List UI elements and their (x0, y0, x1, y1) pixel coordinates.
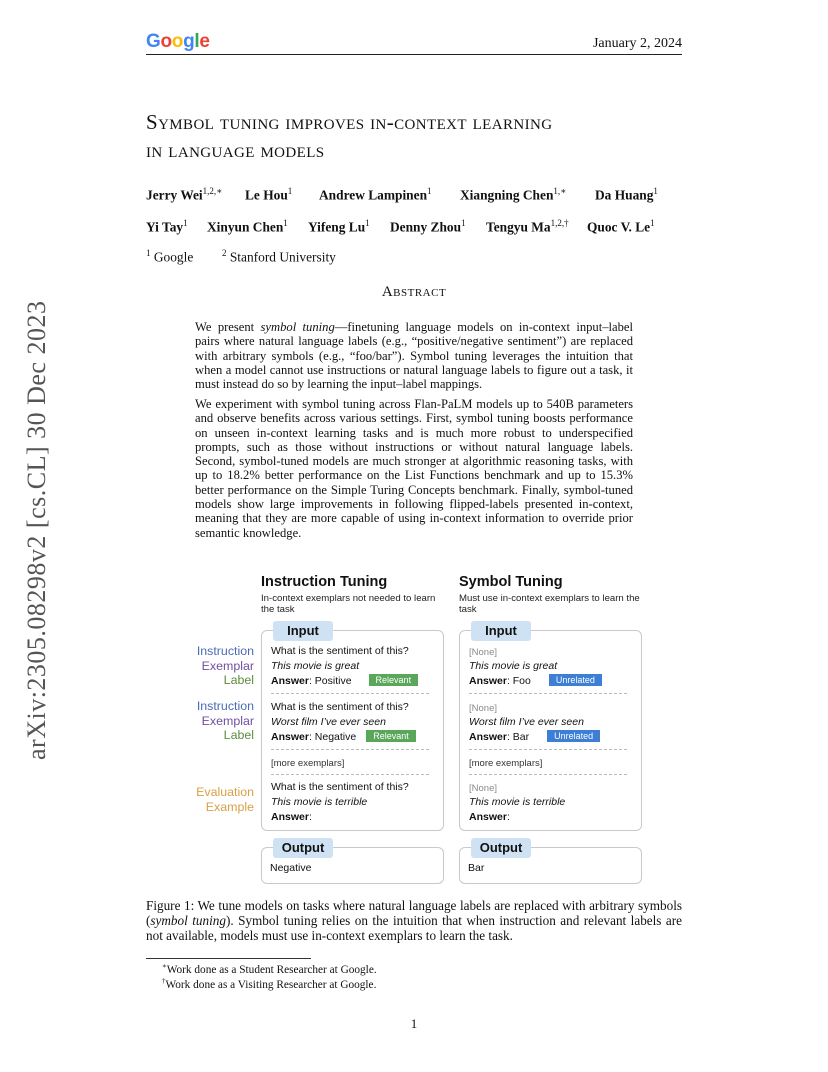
symbol-eval-answer: Answer: (469, 811, 510, 823)
symbol-output-tab: Output (471, 838, 531, 858)
instruction-output-tab: Output (273, 838, 333, 858)
author: Yi Tay$^1$ (146, 218, 188, 235)
figure-caption: Figure 1: We tune models on tasks where natural language labels are replaced with arbitrary symbols (symbol tuning). Symbol tuning relies on the intuition that when instruction and relevant labels are not available, models must use in-context exemplars to learn the task. (146, 898, 682, 943)
divider (271, 693, 429, 694)
divider (271, 774, 429, 775)
instruction-ex1-answer: Answer: Positive Relevant (271, 674, 418, 689)
footnote-rule (146, 958, 311, 959)
symbol-tuning-title: Symbol Tuning (459, 574, 563, 590)
instruction-input-tab: Input (273, 621, 333, 641)
instruction-tuning-title: Instruction Tuning (261, 574, 388, 590)
symbol-ex2-question: [None] (469, 703, 497, 714)
side-label-group-1: Instruction Exemplar Label (196, 644, 254, 687)
instruction-ex2-input: Worst film I’ve ever seen (271, 716, 386, 728)
symbol-ex2-answer: Answer: Bar Unrelated (469, 730, 600, 745)
instruction-eval-answer: Answer: (271, 811, 312, 823)
instruction-eval-question: What is the sentiment of this? (271, 781, 409, 793)
instruction-tuning-subtitle: In-context exemplars not needed to learn the task (261, 593, 436, 615)
logo-letter-4: g (183, 31, 195, 52)
author: Quoc V. Le$^1$ (587, 218, 655, 235)
symbol-output-value: Bar (468, 862, 485, 874)
divider (469, 774, 627, 775)
author: Xiangning Chen$^{1,∗}$ (460, 186, 567, 203)
unrelated-tag: Unrelated (549, 674, 602, 686)
author: Tengyu $Ma^{1,2,\dagger}$ (486, 218, 569, 235)
instruction-output-value: Negative (270, 862, 312, 874)
logo-letter-1: G (146, 31, 161, 52)
author: Xinyun Chen$^1$ (207, 218, 288, 235)
abstract-paragraph-1: We present symbol tuning—finetuning language models on in-context input–label pairs where natural language labels (e.g., “positive/negative sentiment”) are replaced with arbitrary symbols (e.g., “foo/bar”). Symbol tuning leverages the intuition that when a model cannot use instructions or natural language labels to figure out a task, it must instead do so by learning the input–label mappings. (195, 320, 633, 392)
symbol-ex1-input: This movie is great (469, 660, 558, 672)
paper-title (146, 108, 706, 164)
logo-letter-2: o (160, 31, 172, 52)
side-label-evaluation: Evaluation Example (196, 785, 254, 814)
side-label-group-2: Instruction Exemplar Label (196, 699, 254, 742)
relevant-tag: Relevant (366, 730, 416, 742)
affiliation-google: Google (153, 249, 194, 265)
instruction-ex1-input: This movie is great (271, 660, 360, 672)
author: Denny Zhou$^1$ (390, 218, 466, 235)
symbol-tuning-subtitle: Must use in-context exemplars to learn the task (459, 593, 640, 615)
title-line-1: Symbol tuning improves in-context learning (146, 110, 553, 134)
header-date: January 2, 2024 (592, 36, 682, 51)
title-line-2: in language models (146, 138, 325, 162)
affiliation-stanford: Stanford University (229, 249, 336, 265)
symbol-more-exemplars: [more exemplars] (469, 758, 543, 769)
symbol-ex1-question: [None] (469, 647, 497, 658)
instruction-ex2-question: What is the sentiment of this? (271, 701, 409, 713)
author: Andrew Lampinen$^1$ (319, 186, 432, 203)
instruction-more-exemplars: [more exemplars] (271, 758, 345, 769)
author: Da Huang$^1$ (595, 186, 658, 203)
divider (469, 749, 627, 750)
logo-letter-6: e (199, 31, 210, 52)
relevant-tag: Relevant (369, 674, 419, 686)
affiliations: $^1$ Google $^2$ Stanford University (146, 248, 336, 265)
footnote-1: ∗Work done as a Student Researcher at Google. (162, 962, 377, 976)
google-logo (146, 31, 210, 53)
page-number: 1 (410, 1016, 418, 1031)
instruction-ex1-question: What is the sentiment of this? (271, 645, 409, 657)
symbol-eval-input: This movie is terrible (469, 796, 566, 808)
unrelated-tag: Unrelated (547, 730, 600, 742)
instruction-eval-input: This movie is terrible (271, 796, 368, 808)
divider (469, 693, 627, 694)
author: Yifeng Lu$^1$ (308, 218, 370, 235)
symbol-ex2-input: Worst film I’ve ever seen (469, 716, 584, 728)
author: Le Hou$^1$ (245, 186, 293, 203)
arxiv-identifier: arXiv:2305.08298v2 [cs.CL] 30 Dec 2023 (22, 300, 51, 760)
symbol-ex1-answer: Answer: Foo Unrelated (469, 674, 602, 689)
instruction-ex2-answer: Answer: Negative Relevant (271, 730, 416, 745)
symbol-eval-question: [None] (469, 783, 497, 794)
footnote-2: †Work done as a Visiting Researcher at Google. (162, 977, 377, 991)
logo-letter-3: o (171, 31, 184, 52)
abstract-paragraph-2: We experiment with symbol tuning across Flan-PaLM models up to 540B parameters and observe benefits across various settings. First, symbol tuning boosts performance on unseen in-context learning tasks and is much more robust to underspecified prompts, such as those without instructions or without natural language labels. Second, symbol-tuned models are much stronger at algorithmic reasoning tasks, with up to 18.2% better performance on the List Functions benchmark and up to 15.3% better performance on the Simple Turing Concepts benchmark. Finally, symbol-tuned models show large improvements in following flipped-labels presented in-context, meaning that they are more capable of using in-context information to override prior semantic knowledge. (195, 397, 633, 540)
divider (271, 749, 429, 750)
symbol-input-tab: Input (471, 621, 531, 641)
author: Jerry Wei$^{1,2,∗}$ (146, 186, 223, 203)
abstract-heading: Abstract (381, 284, 447, 300)
logo-letter-5: l (194, 31, 200, 52)
header-rule (146, 54, 682, 55)
